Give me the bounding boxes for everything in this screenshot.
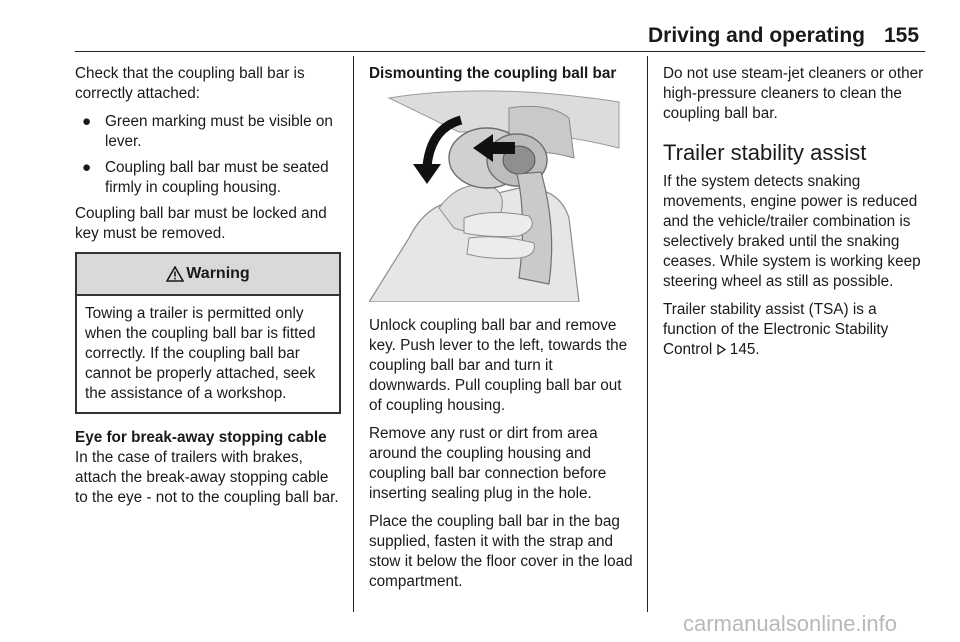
warning-header bbox=[77, 254, 339, 296]
lock-note: Coupling ball bar must be locked and key must be removed. bbox=[75, 205, 327, 242]
header-title: Driving and operating bbox=[648, 24, 866, 47]
watermark: carmanualsonline.info bbox=[683, 611, 898, 636]
column-2 bbox=[369, 64, 635, 600]
bullet-icon: ● bbox=[82, 159, 92, 176]
paragraph-unlock: Unlock coupling ball bar and remove key. Push lever to the left, towards the coupling ball bar and turn it downwards. Pull coupling ball bar out of coupling housing. bbox=[369, 317, 628, 414]
coupling-ball-bar-illustration bbox=[369, 88, 633, 302]
bullet-icon: ● bbox=[82, 113, 92, 130]
tsa-paragraph-1: If the system detects snaking movements, engine power is reduced and the vehicle/trailer combination is selectively braked until the snaking ceases. While system is working keep steering wheel as still as possible. bbox=[663, 173, 921, 290]
subheading-text: In the case of trailers with brakes, attach the break-away stopping cable to the eye - not to the coupling ball bar. bbox=[75, 449, 339, 506]
section-heading: Trailer stability assist bbox=[663, 140, 867, 165]
header-rule bbox=[75, 51, 925, 52]
subheading: Eye for break-away stopping cable bbox=[75, 429, 327, 446]
paragraph-clean: Remove any rust or dirt from area around the coupling housing and coupling ball bar connection before inserting sealing plug in the hole. bbox=[369, 425, 607, 502]
column-divider-2 bbox=[647, 56, 648, 612]
tsa-paragraph-2-text: Trailer stability assist (TSA) is a function of the Electronic Stability Control bbox=[663, 301, 889, 358]
list-item-text: Green marking must be visible on lever. bbox=[105, 113, 333, 150]
warning-title: Warning bbox=[186, 265, 250, 282]
cleaning-note: Do not use steam-jet cleaners or other high-pressure cleaners to clean the coupling ball bar. bbox=[663, 65, 924, 122]
column-1 bbox=[75, 64, 341, 516]
list-item-text: Coupling ball bar must be seated firmly in coupling housing. bbox=[105, 159, 329, 196]
intro-text: Check that the coupling ball bar is correctly attached: bbox=[75, 65, 305, 102]
column-divider-1 bbox=[353, 56, 354, 612]
section-subheading: Dismounting the coupling ball bar bbox=[369, 65, 617, 82]
page-reference-icon bbox=[717, 344, 726, 355]
paragraph-stow: Place the coupling ball bar in the bag supplied, fasten it with the strap and stow it below the floor cover in the load compartment. bbox=[369, 513, 633, 590]
page-number: 155 bbox=[884, 24, 920, 47]
tsa-paragraph-2 bbox=[663, 300, 929, 360]
page-reference: 145. bbox=[725, 341, 760, 358]
column-3 bbox=[663, 64, 929, 368]
warning-triangle-icon bbox=[166, 266, 184, 282]
check-list bbox=[75, 112, 341, 198]
warning-body: Towing a trailer is permitted only when the coupling ball bar is fitted correctly. If the coupling ball bar cannot be properly attached, seek the assistance of a workshop. bbox=[85, 305, 316, 402]
list-item bbox=[75, 158, 341, 198]
list-item bbox=[75, 112, 341, 152]
warning-box bbox=[75, 252, 341, 414]
